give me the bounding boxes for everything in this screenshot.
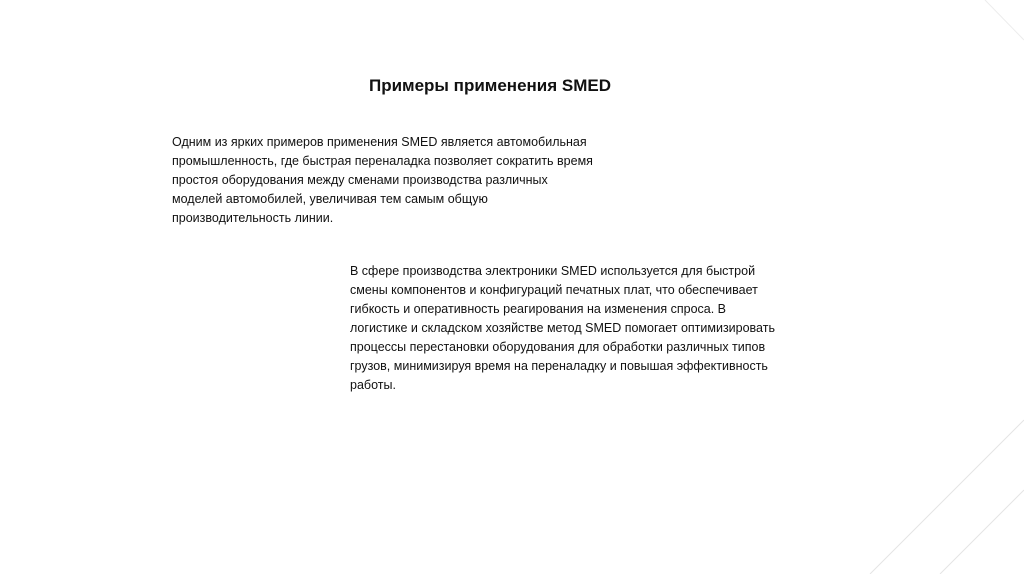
paragraph-line: гибкость и оперативность реагирования на изменения спроса. В [350, 302, 727, 316]
paragraph-line: логистике и складском хозяйстве метод SMED помогает оптимизировать [350, 321, 775, 335]
paragraph-line: процессы перестановки оборудования для обработки различных типов [350, 340, 766, 354]
paragraph-line: Одним из ярких примеров применения SMED является автомобильная [172, 135, 587, 149]
paragraph-line: грузов, минимизируя время на переналадку и повышая эффективность [350, 359, 768, 373]
paragraph-automotive [172, 133, 652, 228]
paragraph-line: В сфере производства электроники SMED используется для быстрой [350, 264, 756, 278]
paragraph-line: работы. [350, 378, 396, 392]
paragraph-line: промышленность, где быстрая переналадка позволяет сократить время [172, 154, 593, 168]
decor-line [870, 420, 1024, 574]
paragraph-line: моделей автомобилей, увеличивая тем самым общую [172, 192, 488, 206]
paragraph-electronics-logistics [350, 262, 830, 395]
paragraph-line: простоя оборудования между сменами производства различных [172, 173, 548, 187]
paragraph-line: производительность линии. [172, 211, 334, 225]
slide-title: Примеры применения SMED [368, 76, 612, 95]
decor-line [940, 490, 1024, 574]
paragraph-line: смены компонентов и конфигураций печатных плат, что обеспечивает [350, 283, 758, 297]
decor-line [985, 0, 1024, 40]
